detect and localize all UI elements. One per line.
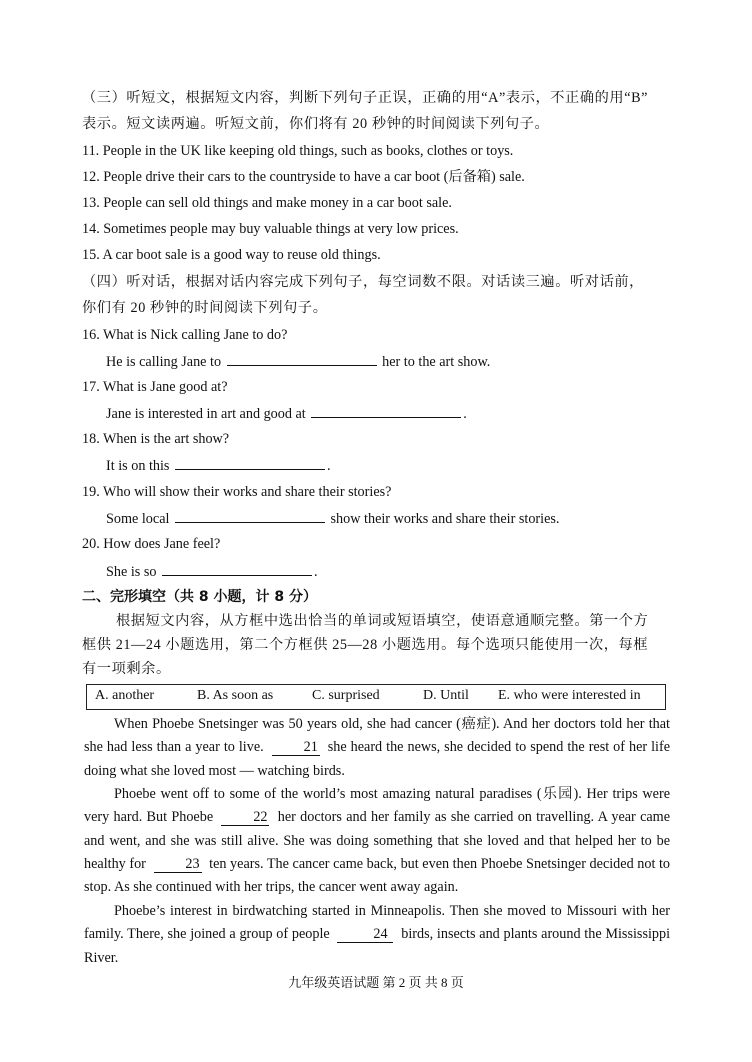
passage-p2-text-b: her doctors and her family as she carried on travelling. A year came and went, and she was still alive. She was doing something that she loved and that helped her to be healthy for xyxy=(84,809,671,872)
answer-line-19 xyxy=(106,508,559,529)
answer-16-suffix: her to the art show. xyxy=(382,354,491,370)
option-b: B. As soon as xyxy=(197,688,274,703)
section-title: 二、完形填空（共 8 小题，计 8 分） xyxy=(82,589,317,605)
part3-instruction-2: 表示。短文读两遍。听短文前，你们将有 20 秒钟的时间阅读下列句子。 xyxy=(82,116,550,132)
answer-17-prefix: Jane is interested in art and good at xyxy=(106,406,306,422)
passage-p2-text-a: Phoebe went off to some of the world’s most amazing natural paradises (乐园). Her trips were very hard. But Phoebe xyxy=(84,786,670,826)
question-20: 20. How does Jane feel? xyxy=(82,536,221,552)
answer-line-18 xyxy=(106,455,331,476)
answer-18-blank[interactable] xyxy=(175,455,325,470)
statement-11: 11. People in the UK like keeping old things, such as books, clothes or toys. xyxy=(82,143,514,159)
answer-16-prefix: He is calling Jane to xyxy=(106,354,222,370)
answer-17-suffix: . xyxy=(463,406,467,422)
answer-20-prefix: She is so xyxy=(106,564,157,580)
page-footer: 九年级英语试题 第 2 页 共 8 页 xyxy=(288,975,464,990)
blank-21[interactable]: 21 xyxy=(272,739,320,756)
passage-paragraph-2 xyxy=(84,783,670,899)
answer-line-16 xyxy=(106,351,490,372)
statement-13: 13. People can sell old things and make money in a car boot sale. xyxy=(82,195,452,211)
passage-p1-text-a: When Phoebe Snetsinger was 50 years old, she had cancer (癌症). And her doctors told her that she had less than a year to live. xyxy=(84,716,670,756)
blank-22[interactable]: 22 xyxy=(221,809,269,826)
option-d: D. Until xyxy=(423,688,469,703)
section2-instruction-2: 框供 21—24 小题选用，第二个方框供 25—28 小题选用。每个选项只能使用一次，每框 xyxy=(82,637,649,653)
passage-p1-text-b: she heard the news, she decided to spend the rest of her life doing what she loved most — watching birds. xyxy=(84,739,671,779)
answer-18-suffix: . xyxy=(327,458,331,474)
question-16: 16. What is Nick calling Jane to do? xyxy=(82,327,288,343)
question-18: 18. When is the art show? xyxy=(82,431,230,447)
part4-instruction-2: 你们有 20 秒钟的时间阅读下列句子。 xyxy=(82,300,328,316)
section2-instruction-3: 有一项剩余。 xyxy=(82,661,171,677)
section2-instruction-1: 根据短文内容，从方框中选出恰当的单词或短语填空，使语意通顺完整。第一个方 xyxy=(116,613,649,629)
answer-16-blank[interactable] xyxy=(227,351,377,366)
statement-14: 14. Sometimes people may buy valuable things at very low prices. xyxy=(82,221,459,237)
statement-12: 12. People drive their cars to the countryside to have a car boot (后备箱) sale. xyxy=(82,169,525,185)
passage-p3-text-a: Phoebe’s interest in birdwatching started in Minneapolis. Then she moved to Missouri with her family. There, she joined a group of people xyxy=(84,903,670,943)
option-e: E. who were interested in xyxy=(498,688,641,703)
answer-19-blank[interactable] xyxy=(175,508,325,523)
answer-19-suffix: show their works and share their stories. xyxy=(330,511,560,527)
answer-19-prefix: Some local xyxy=(106,511,170,527)
answer-17-blank[interactable] xyxy=(311,403,461,418)
answer-20-blank[interactable] xyxy=(162,561,312,576)
passage-paragraph-1 xyxy=(84,713,670,783)
question-19: 19. Who will show their works and share their stories? xyxy=(82,484,392,500)
answer-20-suffix: . xyxy=(314,564,318,580)
answer-18-prefix: It is on this xyxy=(106,458,170,474)
passage-p2-text-c: ten years. The cancer came back, but even then Phoebe Snetsinger decided not to stop. As she continued with her trips, the cancer went away again. xyxy=(84,855,671,896)
option-c: C. surprised xyxy=(312,688,380,703)
blank-23[interactable]: 23 xyxy=(154,856,202,873)
blank-24[interactable]: 24 xyxy=(337,926,393,943)
word-bank-box xyxy=(86,684,666,710)
answer-line-20 xyxy=(106,561,318,582)
part3-instruction-1: （三）听短文，根据短文内容，判断下列句子正误，正确的用“A”表示，不正确的用“B” xyxy=(82,90,649,106)
option-a: A. another xyxy=(95,688,155,703)
answer-line-17 xyxy=(106,403,467,424)
passage-p3-text-b: birds, insects and plants around the Mississippi River. xyxy=(84,926,671,966)
statement-15: 15. A car boot sale is a good way to reuse old things. xyxy=(82,247,381,263)
passage-paragraph-3 xyxy=(84,900,670,970)
question-17: 17. What is Jane good at? xyxy=(82,379,228,395)
part4-instruction-1: （四）听对话，根据对话内容完成下列句子，每空词数不限。对话读三遍。听对话前， xyxy=(82,274,644,290)
